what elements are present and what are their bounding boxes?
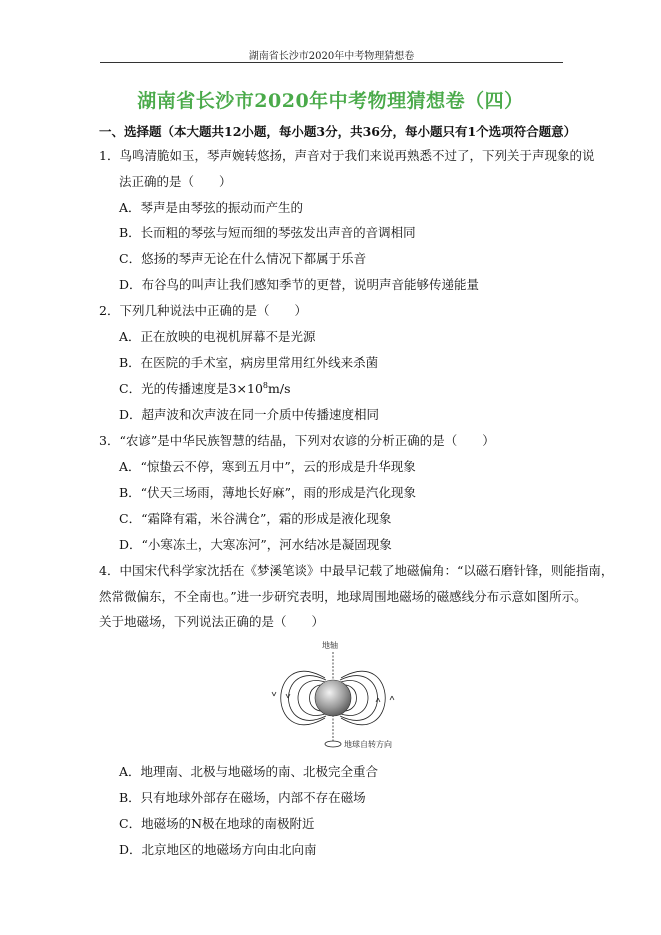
exam-title: 湖南省长沙市2020年中考物理猜想卷（四） <box>137 90 524 112</box>
question-1-option-b: B．长而粗的琴弦与短而细的琴弦发出声音的音调相同 <box>119 225 416 240</box>
question-2-option-d: D．超声波和次声波在同一介质中传播速度相同 <box>119 407 380 422</box>
rotation-ellipse <box>325 741 341 747</box>
rotation-label: 地球自转方向 <box>344 740 392 749</box>
arrow-icon <box>376 698 380 702</box>
header-divider <box>100 62 563 63</box>
question-4-option-b: B．只有地球外部存在磁场，内部不存在磁场 <box>119 790 366 805</box>
section-heading: 一、选择题（本大题共12小题，每小题3分，共36分，每小题只有1个选项符合题意） <box>99 124 577 139</box>
page-header: 湖南省长沙市2020年中考物理猜想卷 <box>248 51 415 62</box>
option-c-unit: m/s <box>268 381 291 396</box>
question-2-option-c <box>119 381 290 397</box>
question-2-option-a: A．正在放映的电视机屏幕不是光源 <box>119 329 316 344</box>
question-1-option-d: D．布谷鸟的叫声让我们感知季节的更替，说明声音能够传递能量 <box>119 277 480 292</box>
earth-sphere <box>315 680 351 716</box>
axis-label: 地轴 <box>322 641 338 650</box>
question-4-stem-cont-2: 关于地磁场，下列说法正确的是（ ） <box>99 614 325 629</box>
question-4-option-a: A．地理南、北极与地磁场的南、北极完全重合 <box>119 764 379 779</box>
question-3-stem: 3．“农谚”是中华民族智慧的结晶，下列对农谚的分析正确的是（ ） <box>99 433 495 448</box>
question-4-option-c: C．地磁场的N极在地球的南极附近 <box>119 816 315 831</box>
question-1-stem-cont: 法正确的是（ ） <box>119 174 232 189</box>
question-4-stem-cont: 然常微偏东，不全南也。”进一步研究表明，地球周围地磁场的磁感线分布示意如图所示。 <box>99 589 587 604</box>
question-1-option-a: A．琴声是由琴弦的振动而产生的 <box>119 200 304 215</box>
arrow-icon <box>272 692 276 696</box>
arrow-icon <box>390 696 394 700</box>
earth-magnetic-field-figure <box>268 638 398 754</box>
arrow-icon <box>286 694 290 698</box>
question-3-option-c: C．“霜降有霜，米谷满仓”，霜的形成是液化现象 <box>119 511 392 526</box>
question-1-stem: 1．鸟鸣清脆如玉，琴声婉转悠扬，声音对于我们来说再熟悉不过了，下列关于声现象的说 <box>99 148 595 163</box>
option-c-text: C．光的传播速度是3×10 <box>119 381 263 396</box>
question-3-option-a: A．“惊蛰云不停，寒到五月中”，云的形成是升华现象 <box>119 459 416 474</box>
question-2-stem: 2．下列几种说法中正确的是（ ） <box>99 303 307 318</box>
question-3-option-d: D．“小寒冻土，大寒冻河”，河水结冰是凝固现象 <box>119 537 392 552</box>
question-3-option-b: B．“伏天三场雨，薄地长好麻”，雨的形成是汽化现象 <box>119 485 416 500</box>
question-2-option-b: B．在医院的手术室，病房里常用红外线来杀菌 <box>119 355 379 370</box>
option-c-exponent: 8 <box>262 380 268 390</box>
question-4-option-d: D．北京地区的地磁场方向由北向南 <box>119 842 317 857</box>
question-4-stem: 4．中国宋代科学家沈括在《梦溪笔谈》中最早记载了地磁偏角：“以磁石磨针锋，则能指南， <box>99 563 614 578</box>
question-1-option-c: C．悠扬的琴声无论在什么情况下都属于乐音 <box>119 251 367 266</box>
